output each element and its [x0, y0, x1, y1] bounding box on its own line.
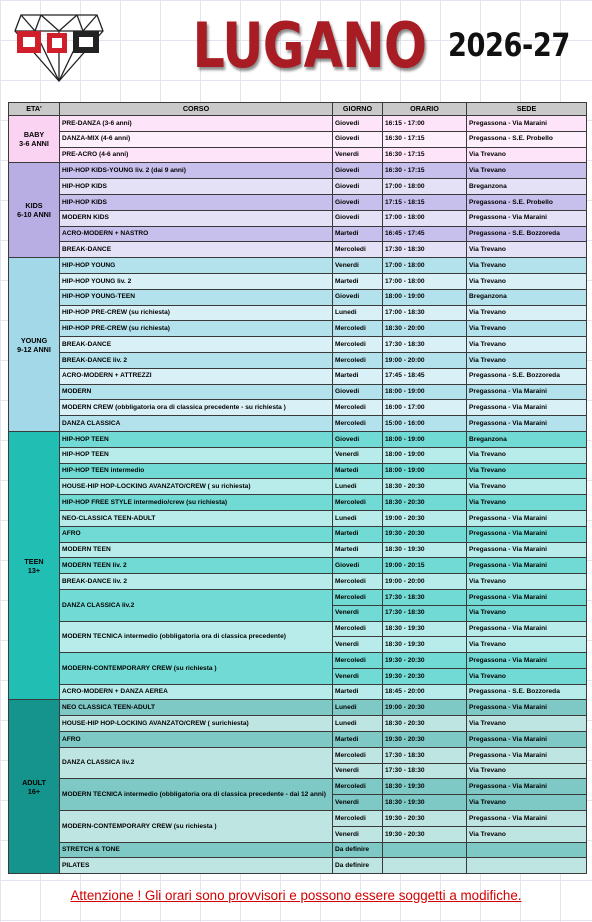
table-row — [9, 589, 587, 605]
time-cell: 16:30 - 17:15 — [383, 163, 467, 179]
venue-cell: Pregassona - Via Maraini — [467, 116, 587, 132]
time-cell: 19:30 - 20:30 — [383, 732, 467, 748]
table-row — [9, 510, 587, 526]
venue-cell: Pregassona - Via Maraini — [467, 416, 587, 432]
venue-cell: Via Trevano — [467, 242, 587, 258]
table-row — [9, 163, 587, 179]
day-cell: Venerdi — [333, 637, 383, 653]
course-cell: MODERN CREW (obbligatoria ora di classica precedente - su richiesta ) — [60, 400, 333, 416]
time-cell: 18:30 - 19:30 — [383, 637, 467, 653]
table-row — [9, 258, 587, 274]
course-cell: HOUSE-HIP HOP-LOCKING AVANZATO/CREW ( surichiesta) — [60, 716, 333, 732]
time-cell: 17:30 - 18:30 — [383, 337, 467, 353]
age-group-cell: YOUNG 9-12 ANNI — [9, 258, 60, 432]
time-cell: 15:00 - 16:00 — [383, 416, 467, 432]
day-cell: Mercoledi — [333, 416, 383, 432]
time-cell: 19:00 - 20:00 — [383, 574, 467, 590]
day-cell: Giovedi — [333, 384, 383, 400]
day-cell: Martedi — [333, 684, 383, 700]
time-cell: 18:30 - 19:30 — [383, 779, 467, 795]
day-cell: Giovedi — [333, 163, 383, 179]
age-group-cell: ADULT 16+ — [9, 700, 60, 874]
course-cell: MODERN-CONTEMPORARY CREW (su richiesta ) — [60, 653, 333, 685]
venue-cell: Pregassona - Via Maraini — [467, 747, 587, 763]
day-cell: Mercoledi — [333, 811, 383, 827]
venue-cell: Via Trevano — [467, 668, 587, 684]
table-row — [9, 574, 587, 590]
time-cell — [383, 842, 467, 858]
table-row — [9, 116, 587, 132]
course-cell: HIP-HOP PRE-CREW (su richiesta) — [60, 305, 333, 321]
course-cell: HIP-HOP YOUNG — [60, 258, 333, 274]
time-cell: 18:30 - 20:30 — [383, 716, 467, 732]
age-group-cell: TEEN 13+ — [9, 431, 60, 700]
venue-cell — [467, 842, 587, 858]
day-cell: Mercoledi — [333, 621, 383, 637]
time-cell: 18:30 - 20:30 — [383, 479, 467, 495]
course-cell: DANZA-MIX (4-6 anni) — [60, 131, 333, 147]
course-cell: ACRO-MODERN + NASTRO — [60, 226, 333, 242]
table-row — [9, 321, 587, 337]
course-cell: ACRO-MODERN + ATTREZZI — [60, 368, 333, 384]
venue-cell: Via Trevano — [467, 337, 587, 353]
course-cell: MODERN TEEN liv. 2 — [60, 558, 333, 574]
day-cell: Mercoledi — [333, 779, 383, 795]
day-cell: Mercoledi — [333, 400, 383, 416]
course-cell: NEO CLASSICA TEEN-ADULT — [60, 700, 333, 716]
venue-cell: Pregassona - Via Maraini — [467, 779, 587, 795]
table-header-row — [9, 103, 587, 116]
table-row — [9, 526, 587, 542]
course-cell: HIP-HOP KIDS — [60, 179, 333, 195]
course-cell: BREAK-DANCE liv. 2 — [60, 574, 333, 590]
course-cell: MODERN TECNICA intermedio (obbligatoria ora di classica precedente - dai 12 anni) — [60, 779, 333, 811]
time-cell: 17:30 - 18:30 — [383, 589, 467, 605]
venue-cell: Pregassona - S.E. Bozzoreda — [467, 368, 587, 384]
course-cell: STRETCH & TONE — [60, 842, 333, 858]
day-cell: Mercoledi — [333, 321, 383, 337]
table-row — [9, 653, 587, 669]
table-row — [9, 273, 587, 289]
table-row — [9, 337, 587, 353]
day-cell: Da definire — [333, 858, 383, 874]
school-logo — [13, 9, 105, 85]
day-cell: Lunedi — [333, 305, 383, 321]
venue-cell: Via Trevano — [467, 463, 587, 479]
venue-cell: Via Trevano — [467, 763, 587, 779]
day-cell: Venerdi — [333, 147, 383, 163]
table-row — [9, 858, 587, 874]
day-cell: Mercoledi — [333, 352, 383, 368]
venue-cell: Breganzona — [467, 431, 587, 447]
time-cell: 19:00 - 20:30 — [383, 510, 467, 526]
venue-cell: Via Trevano — [467, 795, 587, 811]
table-row — [9, 842, 587, 858]
course-cell: HIP-HOP KIDS — [60, 194, 333, 210]
schedule-body — [9, 116, 587, 874]
course-cell: AFRO — [60, 526, 333, 542]
day-cell: Venerdi — [333, 763, 383, 779]
course-cell: MODERN TEEN — [60, 542, 333, 558]
venue-cell: Via Trevano — [467, 716, 587, 732]
venue-cell: Pregassona - Via Maraini — [467, 811, 587, 827]
table-row — [9, 495, 587, 511]
time-cell: 17:45 - 18:45 — [383, 368, 467, 384]
time-cell: 16:30 - 17:15 — [383, 147, 467, 163]
time-cell: 19:00 - 20:00 — [383, 352, 467, 368]
day-cell: Martedi — [333, 226, 383, 242]
time-cell: 17:00 - 18:00 — [383, 273, 467, 289]
time-cell: 18:30 - 19:30 — [383, 621, 467, 637]
day-cell: Martedi — [333, 273, 383, 289]
time-cell: 17:00 - 18:00 — [383, 210, 467, 226]
venue-cell: Pregassona - Via Maraini — [467, 621, 587, 637]
header-giorno: GIORNO — [333, 103, 383, 116]
table-row — [9, 431, 587, 447]
venue-cell: Pregassona - Via Maraini — [467, 542, 587, 558]
course-cell: PRE-DANZA (3-6 anni) — [60, 116, 333, 132]
table-row — [9, 352, 587, 368]
venue-cell: Pregassona - S.E. Bozzoreda — [467, 226, 587, 242]
table-row — [9, 194, 587, 210]
venue-cell: Pregassona - Via Maraini — [467, 558, 587, 574]
time-cell: 17:00 - 18:00 — [383, 258, 467, 274]
course-cell: HIP-HOP TEEN — [60, 431, 333, 447]
table-row — [9, 811, 587, 827]
time-cell — [383, 858, 467, 874]
table-row — [9, 747, 587, 763]
course-cell: AFRO — [60, 732, 333, 748]
course-cell: ACRO-MODERN + DANZA AEREA — [60, 684, 333, 700]
day-cell: Lunedi — [333, 479, 383, 495]
time-cell: 17:00 - 18:00 — [383, 179, 467, 195]
venue-cell: Pregassona - S.E. Bozzoreda — [467, 684, 587, 700]
venue-cell: Pregassona - S.E. Probello — [467, 194, 587, 210]
venue-cell: Pregassona - Via Maraini — [467, 732, 587, 748]
time-cell: 19:00 - 20:15 — [383, 558, 467, 574]
day-cell: Venerdi — [333, 605, 383, 621]
venue-cell: Breganzona — [467, 289, 587, 305]
table-row — [9, 779, 587, 795]
day-cell: Giovedi — [333, 431, 383, 447]
venue-cell: Via Trevano — [467, 826, 587, 842]
course-cell: BREAK-DANCE liv. 2 — [60, 352, 333, 368]
venue-cell: Pregassona - S.E. Probello — [467, 131, 587, 147]
table-row — [9, 368, 587, 384]
table-row — [9, 305, 587, 321]
time-cell: 18:00 - 19:00 — [383, 289, 467, 305]
day-cell: Giovedi — [333, 210, 383, 226]
table-row — [9, 131, 587, 147]
time-cell: 18:00 - 19:00 — [383, 384, 467, 400]
season-year: 2026-27 — [448, 26, 570, 64]
table-row — [9, 558, 587, 574]
time-cell: 19:00 - 20:30 — [383, 700, 467, 716]
time-cell: 17:00 - 18:30 — [383, 305, 467, 321]
time-cell: 18:00 - 19:00 — [383, 447, 467, 463]
time-cell: 19:30 - 20:30 — [383, 668, 467, 684]
course-cell: HIP-HOP PRE-CREW (su richiesta) — [60, 321, 333, 337]
day-cell: Venerdi — [333, 826, 383, 842]
table-row — [9, 463, 587, 479]
course-cell: MODERN KIDS — [60, 210, 333, 226]
table-row — [9, 384, 587, 400]
table-row — [9, 147, 587, 163]
venue-cell: Via Trevano — [467, 605, 587, 621]
course-cell: MODERN-CONTEMPORARY CREW (su richiesta ) — [60, 811, 333, 843]
time-cell: 17:30 - 18:30 — [383, 763, 467, 779]
time-cell: 19:30 - 20:30 — [383, 526, 467, 542]
schedule-table — [8, 102, 587, 874]
venue-cell — [467, 858, 587, 874]
day-cell: Lunedi — [333, 716, 383, 732]
course-cell: NEO-CLASSICA TEEN-ADULT — [60, 510, 333, 526]
course-cell: DANZA CLASSICA liv.2 — [60, 747, 333, 779]
course-cell: PRE-ACRO (4-6 anni) — [60, 147, 333, 163]
header-corso: CORSO — [60, 103, 333, 116]
day-cell: Martedi — [333, 526, 383, 542]
day-cell: Mercoledi — [333, 589, 383, 605]
table-row — [9, 684, 587, 700]
venue-cell: Via Trevano — [467, 163, 587, 179]
time-cell: 18:00 - 19:00 — [383, 431, 467, 447]
venue-cell: Via Trevano — [467, 574, 587, 590]
course-cell: HIP-HOP YOUNG liv. 2 — [60, 273, 333, 289]
day-cell: Venerdi — [333, 668, 383, 684]
venue-cell: Pregassona - Via Maraini — [467, 400, 587, 416]
day-cell: Mercoledi — [333, 242, 383, 258]
time-cell: 18:30 - 19:30 — [383, 795, 467, 811]
venue-cell: Pregassona - Via Maraini — [467, 653, 587, 669]
header-sede: SEDE — [467, 103, 587, 116]
table-row — [9, 226, 587, 242]
venue-cell: Pregassona - Via Maraini — [467, 526, 587, 542]
venue-cell: Via Trevano — [467, 147, 587, 163]
venue-cell: Via Trevano — [467, 273, 587, 289]
day-cell: Giovedi — [333, 116, 383, 132]
day-cell: Venerdi — [333, 795, 383, 811]
time-cell: 16:00 - 17:00 — [383, 400, 467, 416]
course-cell: HIP-HOP TEEN — [60, 447, 333, 463]
table-row — [9, 179, 587, 195]
course-cell: HIP-HOP YOUNG-TEEN — [60, 289, 333, 305]
age-group-cell: KIDS 6-10 ANNI — [9, 163, 60, 258]
course-cell: DANZA CLASSICA liv.2 — [60, 589, 333, 621]
table-row — [9, 447, 587, 463]
venue-cell: Pregassona - Via Maraini — [467, 210, 587, 226]
venue-cell: Via Trevano — [467, 258, 587, 274]
day-cell: Venerdi — [333, 447, 383, 463]
day-cell: Martedi — [333, 368, 383, 384]
course-cell: MODERN TECNICA intermedio (obbligatoria ora di classica precedente) — [60, 621, 333, 653]
day-cell: Lunedi — [333, 700, 383, 716]
venue-cell: Pregassona - Via Maraini — [467, 700, 587, 716]
course-cell: HIP-HOP TEEN intermedio — [60, 463, 333, 479]
time-cell: 17:30 - 18:30 — [383, 605, 467, 621]
day-cell: Mercoledi — [333, 495, 383, 511]
table-row — [9, 242, 587, 258]
day-cell: Da definire — [333, 842, 383, 858]
time-cell: 16:45 - 17:45 — [383, 226, 467, 242]
time-cell: 19:30 - 20:30 — [383, 811, 467, 827]
day-cell: Giovedi — [333, 179, 383, 195]
venue-cell: Pregassona - Via Maraini — [467, 510, 587, 526]
time-cell: 16:30 - 17:15 — [383, 131, 467, 147]
time-cell: 17:15 - 18:15 — [383, 194, 467, 210]
day-cell: Mercoledi — [333, 653, 383, 669]
day-cell: Giovedi — [333, 131, 383, 147]
course-cell: HOUSE-HIP HOP-LOCKING AVANZATO/CREW ( su richiesta) — [60, 479, 333, 495]
table-row — [9, 542, 587, 558]
venue-cell: Via Trevano — [467, 447, 587, 463]
day-cell: Mercoledi — [333, 574, 383, 590]
course-cell: DANZA CLASSICA — [60, 416, 333, 432]
time-cell: 18:30 - 20:30 — [383, 495, 467, 511]
course-cell: HIP-HOP KIDS-YOUNG liv. 2 (dai 9 anni) — [60, 163, 333, 179]
day-cell: Martedi — [333, 463, 383, 479]
venue-cell: Via Trevano — [467, 637, 587, 653]
table-row — [9, 479, 587, 495]
table-row — [9, 210, 587, 226]
time-cell: 18:30 - 19:30 — [383, 542, 467, 558]
table-row — [9, 289, 587, 305]
table-row — [9, 716, 587, 732]
day-cell: Mercoledi — [333, 747, 383, 763]
venue-cell: Via Trevano — [467, 321, 587, 337]
day-cell: Martedi — [333, 542, 383, 558]
course-cell: BREAK-DANCE — [60, 242, 333, 258]
course-cell: MODERN — [60, 384, 333, 400]
provisional-notice: Attenzione ! Gli orari sono provvisori e possono essere soggetti a modifiche. — [70, 888, 522, 903]
table-row — [9, 416, 587, 432]
age-group-cell: BABY 3-6 ANNI — [9, 116, 60, 163]
time-cell: 17:30 - 18:30 — [383, 747, 467, 763]
day-cell: Martedi — [333, 732, 383, 748]
header-eta: ETA' — [9, 103, 60, 116]
day-cell: Lunedi — [333, 510, 383, 526]
day-cell: Mercoledi — [333, 337, 383, 353]
table-row — [9, 621, 587, 637]
time-cell: 19:30 - 20:30 — [383, 653, 467, 669]
venue-cell: Via Trevano — [467, 495, 587, 511]
course-cell: HIP-HOP FREE STYLE intermedio/crew (su richiesta) — [60, 495, 333, 511]
venue-cell: Breganzona — [467, 179, 587, 195]
table-row — [9, 732, 587, 748]
time-cell: 18:00 - 19:00 — [383, 463, 467, 479]
venue-cell: Via Trevano — [467, 305, 587, 321]
day-cell: Giovedi — [333, 194, 383, 210]
venue-cell: Via Trevano — [467, 479, 587, 495]
course-cell: PILATES — [60, 858, 333, 874]
venue-cell: Pregassona - Via Maraini — [467, 384, 587, 400]
course-cell: BREAK-DANCE — [60, 337, 333, 353]
venue-cell: Via Trevano — [467, 352, 587, 368]
venue-cell: Pregassona - Via Maraini — [467, 589, 587, 605]
header-orario: ORARIO — [383, 103, 467, 116]
time-cell: 18:45 - 20:00 — [383, 684, 467, 700]
table-row — [9, 700, 587, 716]
day-cell: Giovedi — [333, 558, 383, 574]
time-cell: 19:30 - 20:30 — [383, 826, 467, 842]
day-cell: Giovedi — [333, 289, 383, 305]
time-cell: 16:15 - 17:00 — [383, 116, 467, 132]
day-cell: Venerdi — [333, 258, 383, 274]
time-cell: 18:30 - 20:00 — [383, 321, 467, 337]
table-row — [9, 400, 587, 416]
time-cell: 17:30 - 18:30 — [383, 242, 467, 258]
page-title: LUGANO — [192, 9, 427, 82]
